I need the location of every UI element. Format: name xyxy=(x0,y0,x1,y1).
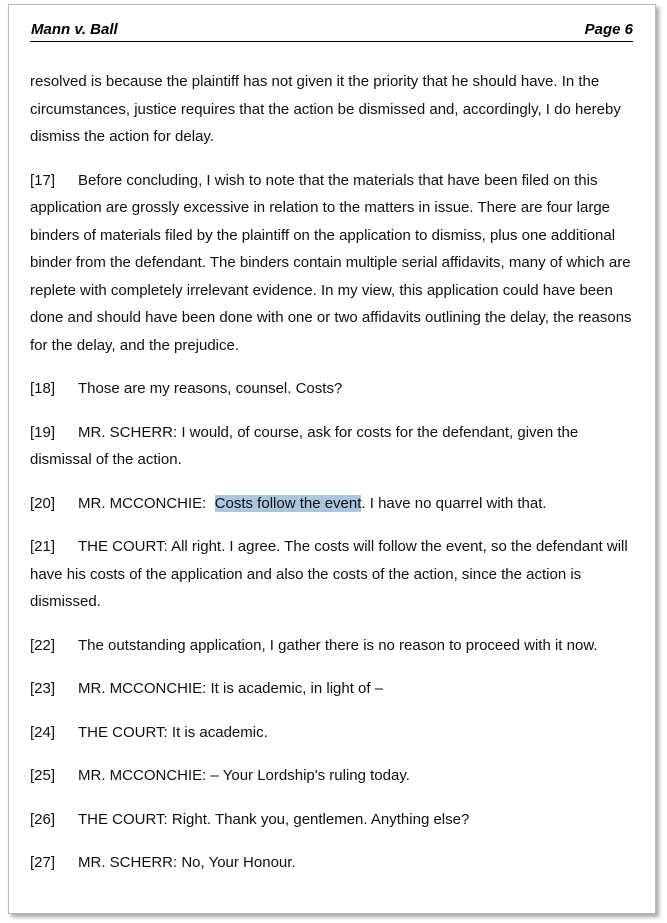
paragraph-text: THE COURT: All right. I agree. The costs will follow the event, so the defendant will have his costs of the application and also the costs of the action, since the action is dismissed. xyxy=(30,538,628,610)
document-page xyxy=(8,4,656,914)
paragraph-number: [18] xyxy=(30,380,56,397)
paragraph-number: [20] xyxy=(30,494,56,512)
continuation-paragraph: resolved is because the plaintiff has not given it the priority that he should have. In the circumstances, justice requires that the action be dismissed and, accordingly, I do hereby dismiss the action for delay. xyxy=(30,73,621,145)
paragraph-text: The outstanding application, I gather there is no reason to proceed with it now. xyxy=(78,636,598,654)
paragraph-number: [26] xyxy=(30,810,56,828)
paragraph-17 xyxy=(30,167,636,360)
paragraph-22 xyxy=(30,632,636,660)
paragraph-text: MR. SCHERR: No, Your Honour. xyxy=(78,854,296,871)
paragraph-27 xyxy=(30,849,636,877)
paragraph-number: [23] xyxy=(30,680,56,697)
paragraph-25 xyxy=(30,762,636,790)
paragraph-number: [17] xyxy=(30,171,56,189)
paragraph-text: MR. MCCONCHIE: It is academic, in light of – xyxy=(78,680,384,697)
paragraph-18 xyxy=(30,375,636,403)
paragraph-text: MR. MCCONCHIE: – Your Lordship's ruling today. xyxy=(78,767,410,784)
highlighted-text[interactable]: Costs follow the event xyxy=(214,494,362,512)
paragraph-number: [19] xyxy=(30,423,56,441)
page-number: Page 6 xyxy=(584,21,633,38)
paragraph-text: THE COURT: Right. Thank you, gentlemen. Anything else? xyxy=(78,810,470,828)
paragraph-number: [27] xyxy=(30,854,56,871)
paragraph-21 xyxy=(30,533,636,616)
paragraph-text: Before concluding, I wish to note that the materials that have been filed on this application are grossly excessive in relation to the matters in issue. There are four large binders of materials filed by the plaintiff on the application to dismiss, plus one additional binder from the defendant. The binders contain multiple serial affidavits, many of which are replete with completely irrelevant evidence. In my view, this application could have been done and should have been done with one or two affidavits outlining the delay, the reasons for the delay, and the prejudice. xyxy=(30,171,632,354)
page-header xyxy=(30,20,633,42)
speaker-label: MR. MCCONCHIE: xyxy=(78,494,215,512)
paragraph-26 xyxy=(30,806,636,834)
paragraph-number: [24] xyxy=(30,723,56,741)
paragraph-text: MR. SCHERR: I would, of course, ask for costs for the defendant, given the dismissal of the action. xyxy=(30,423,579,468)
paragraph-23 xyxy=(30,675,636,703)
paragraph-number: [25] xyxy=(30,767,56,784)
paragraph-text: Those are my reasons, counsel. Costs? xyxy=(78,380,343,397)
paragraph-19 xyxy=(30,419,636,474)
paragraph-24 xyxy=(30,719,636,747)
paragraph-20 xyxy=(30,490,636,518)
paragraph-number: [22] xyxy=(30,636,56,654)
paragraph-text: . I have no quarrel with that. xyxy=(361,494,547,512)
case-title: Mann v. Ball xyxy=(31,21,118,38)
document-body xyxy=(30,68,636,893)
paragraph-number: [21] xyxy=(30,538,56,555)
paragraph-text: THE COURT: It is academic. xyxy=(78,723,268,741)
